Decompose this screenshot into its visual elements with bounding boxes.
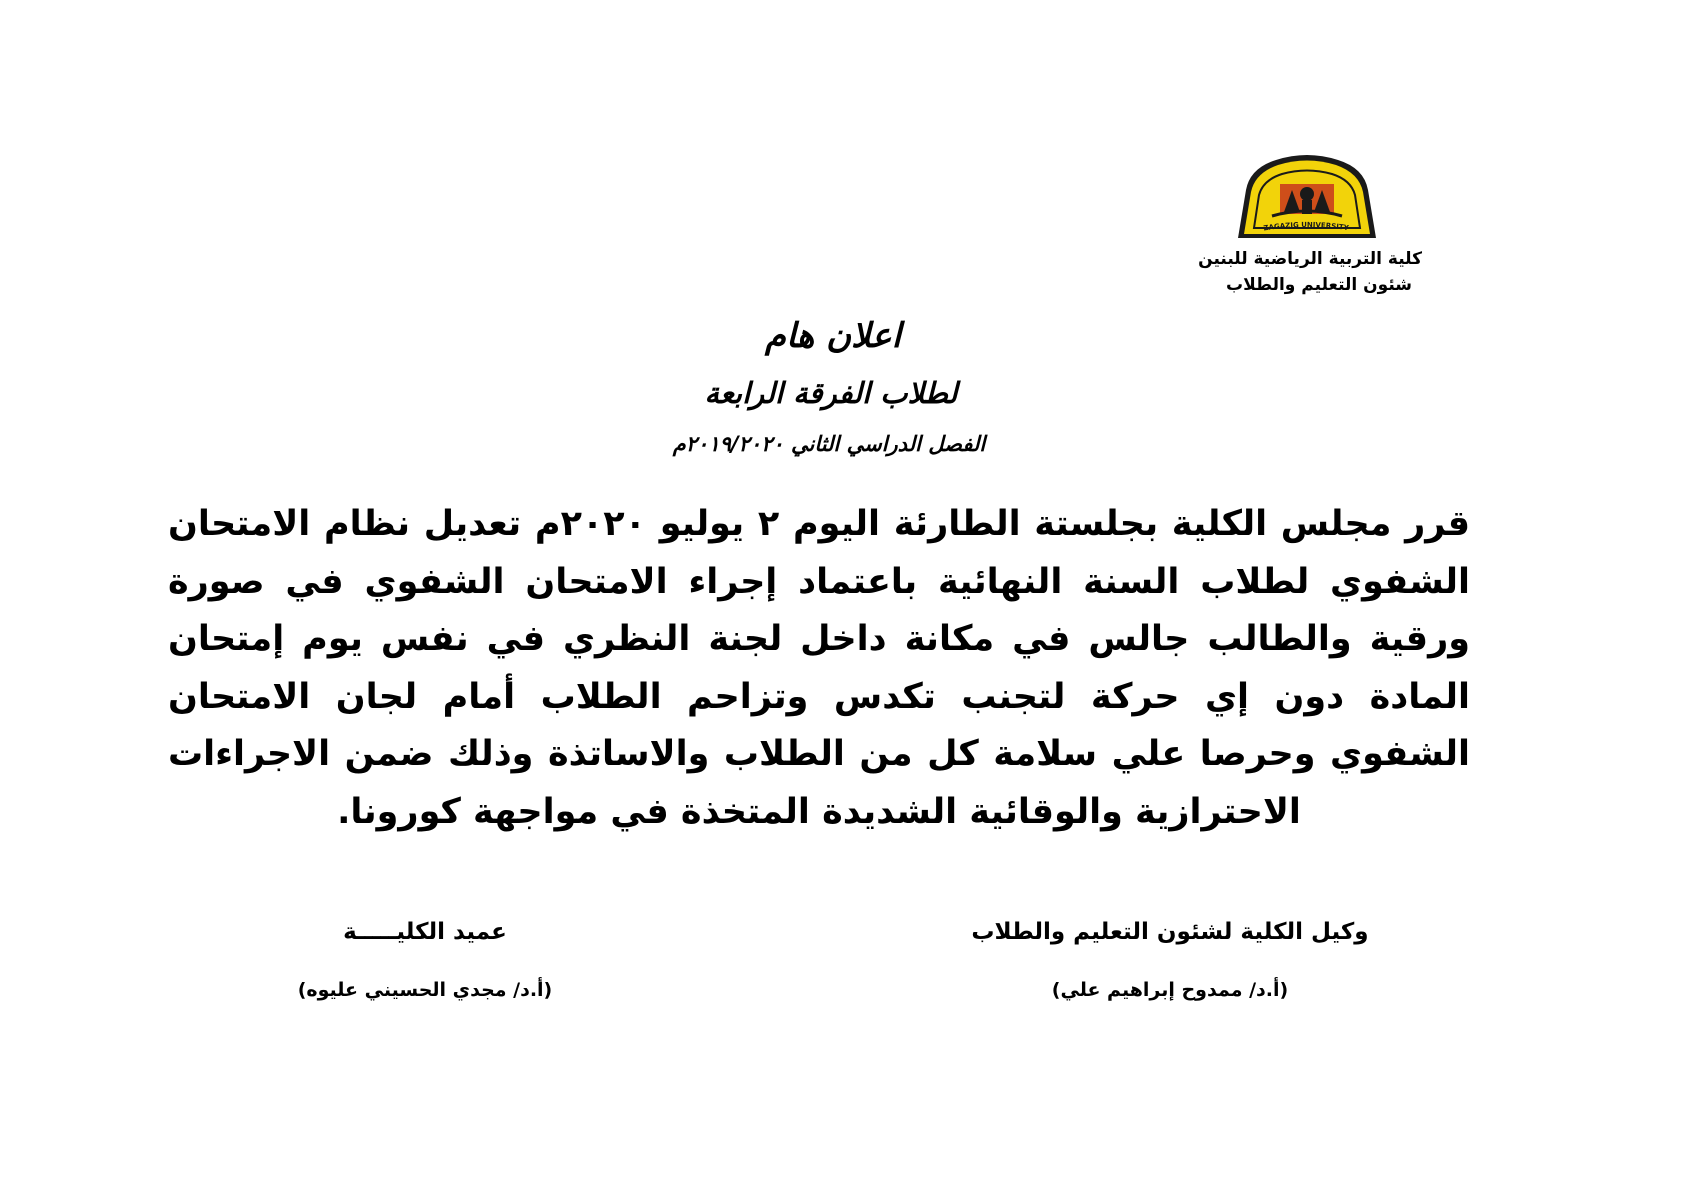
dean-signature [260,916,590,1006]
dean-name: (أ.د/ مجدي الحسيني عليوه) [297,979,553,1001]
dean-role: عميد الكليـــــة [343,919,507,945]
department-name: شئون التعليم والطلاب [1226,275,1412,295]
vice-dean-name: (أ.د/ ممدوح إبراهيم علي) [1051,979,1289,1001]
announcement-title: اعلان هام [764,316,902,356]
letterhead-text [1150,246,1440,298]
vice-dean-role: وكيل الكلية لشئون التعليم والطلاب [971,919,1369,945]
announcement-audience: لطلاب الفرقة الرابعة [704,376,958,410]
announcement-body: قرر مجلس الكلية بجلستة الطارئة اليوم ٢ يوليو ٢٠٢٠م تعديل نظام الامتحان الشفوي لطلاب السنة النهائية باعتماد إجراء الامتحان الشفوي في صورة ورقية والطالب جالس في مكانة داخل لجنة النظري في نفس يوم إمتحان المادة دون إي حركة لتجنب تكدس وتزاحم الطلاب أمام لجان الامتحان الشفوي وحرصا علي سلامة كل من الطلاب والاساتذة وذلك ضمن الاجراءات الاحترازية والوقائية الشديدة المتخذة في مواجهة كورونا. [168,504,1470,832]
faculty-name: كلية التربية الرياضية للبنين [1198,249,1422,269]
zagazig-university-emblem-icon [1232,150,1382,246]
announcement-term: الفصل الدراسي الثاني ٢٠١٩/٢٠٢٠م [672,432,986,456]
university-logo [1232,150,1382,246]
logo-text: ZAGAZIG UNIVERSITY [1262,220,1350,233]
vice-dean-signature [900,916,1440,1006]
